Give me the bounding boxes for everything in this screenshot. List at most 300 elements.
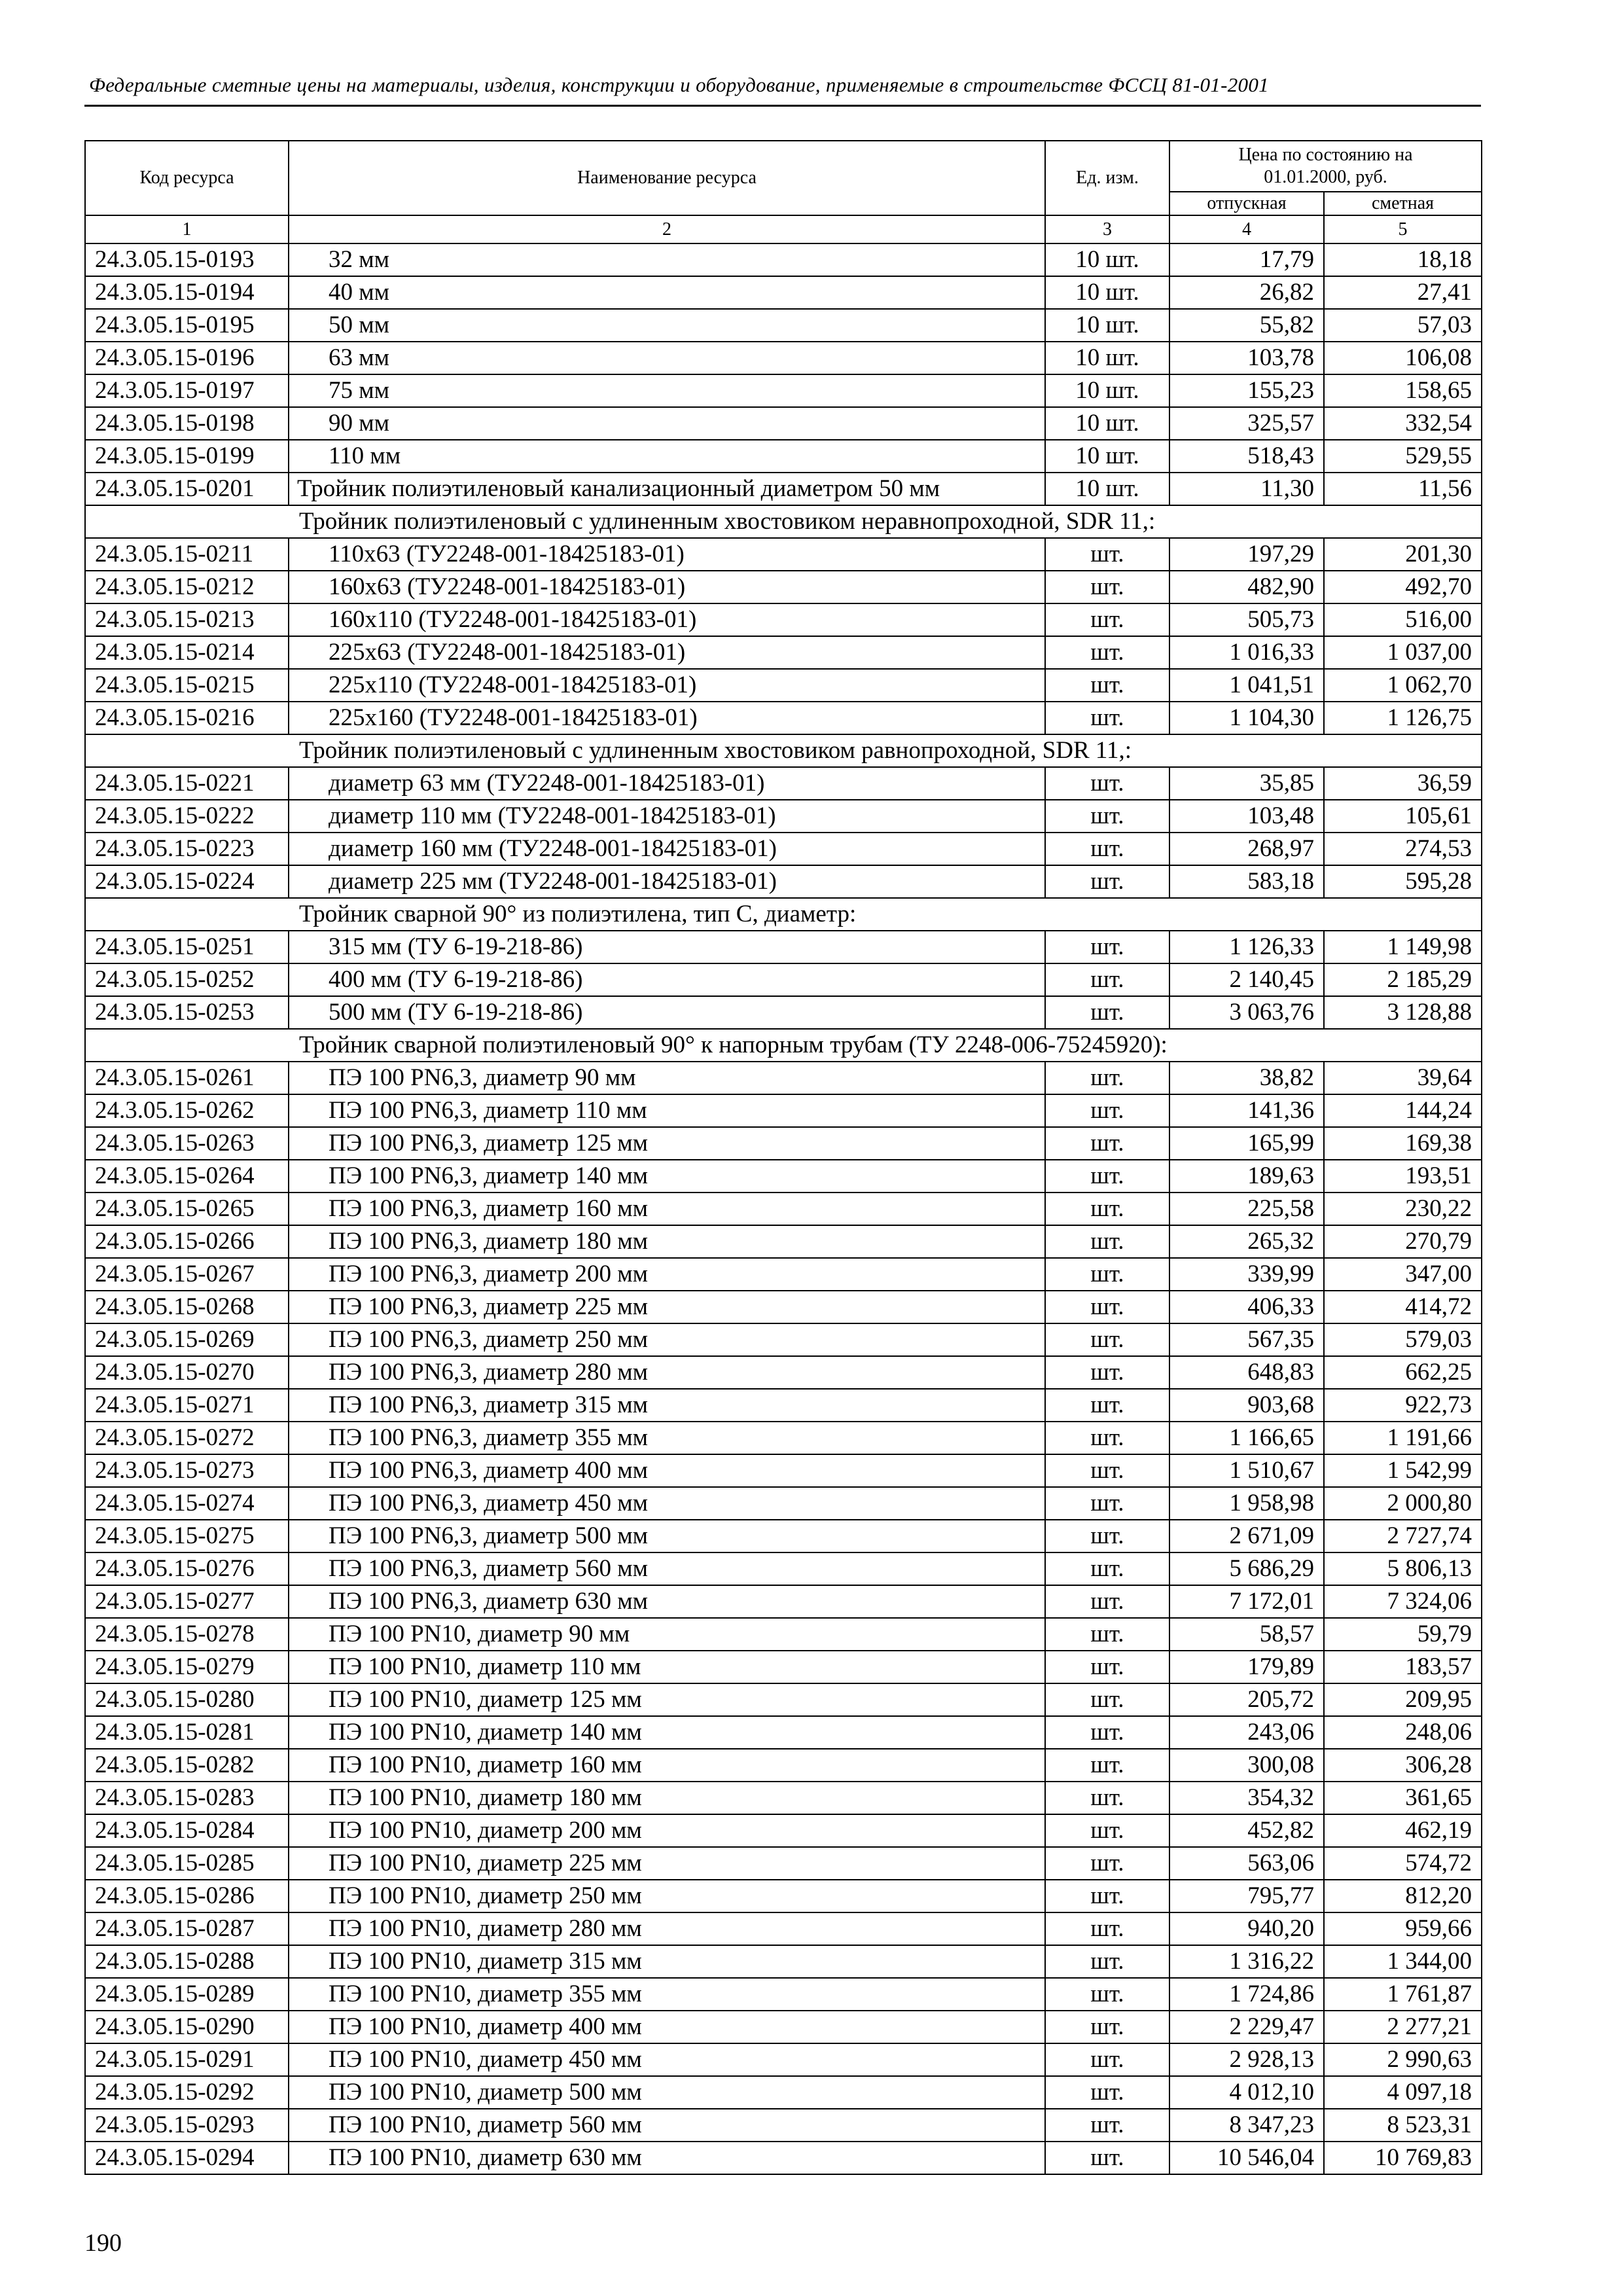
unit: шт. — [1045, 2109, 1169, 2142]
price-estimate: 158,65 — [1324, 374, 1482, 407]
resource-name: ПЭ 100 PN6,3, диаметр 450 мм — [289, 1487, 1045, 1520]
resource-name: ПЭ 100 PN6,3, диаметр 355 мм — [289, 1422, 1045, 1454]
group-header-row — [85, 505, 1482, 538]
resource-code: 24.3.05.15-0291 — [85, 2043, 289, 2076]
resource-code: 24.3.05.15-0289 — [85, 1978, 289, 2011]
table-row — [85, 1127, 1482, 1160]
group-title: Тройник сварной полиэтиленовый 90° к напорным трубам (ТУ 2248-006-75245920): — [85, 1029, 1482, 1062]
price-release: 648,83 — [1169, 1356, 1324, 1389]
resource-name: ПЭ 100 PN6,3, диаметр 90 мм — [289, 1062, 1045, 1094]
price-estimate: 270,79 — [1324, 1225, 1482, 1258]
price-release: 197,29 — [1169, 538, 1324, 571]
price-estimate: 7 324,06 — [1324, 1585, 1482, 1618]
resource-name: 75 мм — [289, 374, 1045, 407]
price-release: 452,82 — [1169, 1814, 1324, 1847]
table-row — [85, 1356, 1482, 1389]
price-estimate: 11,56 — [1324, 473, 1482, 505]
price-release: 1 510,67 — [1169, 1454, 1324, 1487]
resource-name: ПЭ 100 PN6,3, диаметр 400 мм — [289, 1454, 1045, 1487]
price-release: 243,06 — [1169, 1716, 1324, 1749]
resource-name: ПЭ 100 PN10, диаметр 225 мм — [289, 1847, 1045, 1880]
price-release: 17,79 — [1169, 243, 1324, 276]
price-table — [84, 140, 1482, 2175]
price-release: 5 686,29 — [1169, 1552, 1324, 1585]
resource-code: 24.3.05.15-0279 — [85, 1651, 289, 1683]
unit: 10 шт. — [1045, 407, 1169, 440]
price-estimate: 462,19 — [1324, 1814, 1482, 1847]
resource-code: 24.3.05.15-0280 — [85, 1683, 289, 1716]
unit: шт. — [1045, 963, 1169, 996]
resource-code: 24.3.05.15-0290 — [85, 2011, 289, 2043]
price-estimate: 2 185,29 — [1324, 963, 1482, 996]
table-row — [85, 1487, 1482, 1520]
price-release: 354,32 — [1169, 1782, 1324, 1814]
table-row — [85, 996, 1482, 1029]
resource-name: ПЭ 100 PN10, диаметр 160 мм — [289, 1749, 1045, 1782]
unit: 10 шт. — [1045, 243, 1169, 276]
header-unit: Ед. изм. — [1045, 141, 1169, 215]
table-row — [85, 669, 1482, 702]
group-title: Тройник полиэтиленовый с удлиненным хвостовиком равнопроходной, SDR 11,: — [85, 734, 1482, 767]
unit: 10 шт. — [1045, 342, 1169, 374]
unit: шт. — [1045, 2142, 1169, 2174]
table-row — [85, 440, 1482, 473]
resource-code: 24.3.05.15-0215 — [85, 669, 289, 702]
resource-name: ПЭ 100 PN6,3, диаметр 280 мм — [289, 1356, 1045, 1389]
unit: шт. — [1045, 1127, 1169, 1160]
table-row — [85, 636, 1482, 669]
unit: шт. — [1045, 1062, 1169, 1094]
resource-code: 24.3.05.15-0281 — [85, 1716, 289, 1749]
table-row — [85, 276, 1482, 309]
resource-name: ПЭ 100 PN10, диаметр 140 мм — [289, 1716, 1045, 1749]
resource-name: 110 мм — [289, 440, 1045, 473]
unit: шт. — [1045, 1651, 1169, 1683]
resource-code: 24.3.05.15-0282 — [85, 1749, 289, 1782]
table-row — [85, 963, 1482, 996]
group-title: Тройник полиэтиленовый с удлиненным хвостовиком неравнопроходной, SDR 11,: — [85, 505, 1482, 538]
table-row — [85, 1389, 1482, 1422]
price-release: 1 724,86 — [1169, 1978, 1324, 2011]
price-estimate: 1 149,98 — [1324, 931, 1482, 963]
price-estimate: 1 191,66 — [1324, 1422, 1482, 1454]
unit: шт. — [1045, 1978, 1169, 2011]
unit: шт. — [1045, 1160, 1169, 1193]
unit: шт. — [1045, 1683, 1169, 1716]
unit: шт. — [1045, 767, 1169, 800]
table-row — [85, 1454, 1482, 1487]
table-row — [85, 2109, 1482, 2142]
resource-name: 225х110 (ТУ2248-001-18425183-01) — [289, 669, 1045, 702]
resource-name: 160х110 (ТУ2248-001-18425183-01) — [289, 603, 1045, 636]
unit: шт. — [1045, 1749, 1169, 1782]
unit: шт. — [1045, 603, 1169, 636]
price-release: 1 016,33 — [1169, 636, 1324, 669]
table-row — [85, 1978, 1482, 2011]
resource-name: ПЭ 100 PN10, диаметр 280 мм — [289, 1912, 1045, 1945]
resource-name: ПЭ 100 PN6,3, диаметр 180 мм — [289, 1225, 1045, 1258]
unit: шт. — [1045, 636, 1169, 669]
resource-code: 24.3.05.15-0275 — [85, 1520, 289, 1552]
table-row — [85, 1683, 1482, 1716]
unit: шт. — [1045, 1552, 1169, 1585]
resource-code: 24.3.05.15-0261 — [85, 1062, 289, 1094]
table-row — [85, 702, 1482, 734]
table-row — [85, 1847, 1482, 1880]
resource-code: 24.3.05.15-0268 — [85, 1291, 289, 1323]
table-row — [85, 2142, 1482, 2174]
group-header-row — [85, 734, 1482, 767]
table-row — [85, 374, 1482, 407]
table-row — [85, 243, 1482, 276]
resource-name: ПЭ 100 PN6,3, диаметр 200 мм — [289, 1258, 1045, 1291]
price-release: 3 063,76 — [1169, 996, 1324, 1029]
price-estimate: 18,18 — [1324, 243, 1482, 276]
unit: шт. — [1045, 1618, 1169, 1651]
resource-code: 24.3.05.15-0266 — [85, 1225, 289, 1258]
resource-name: ПЭ 100 PN10, диаметр 250 мм — [289, 1880, 1045, 1912]
price-release: 2 140,45 — [1169, 963, 1324, 996]
price-release: 518,43 — [1169, 440, 1324, 473]
price-estimate: 2 990,63 — [1324, 2043, 1482, 2076]
resource-code: 24.3.05.15-0270 — [85, 1356, 289, 1389]
resource-name: диаметр 63 мм (ТУ2248-001-18425183-01) — [289, 767, 1045, 800]
resource-code: 24.3.05.15-0214 — [85, 636, 289, 669]
price-estimate: 2 000,80 — [1324, 1487, 1482, 1520]
resource-code: 24.3.05.15-0285 — [85, 1847, 289, 1880]
price-release: 7 172,01 — [1169, 1585, 1324, 1618]
table-row — [85, 603, 1482, 636]
unit: 10 шт. — [1045, 309, 1169, 342]
price-release: 225,58 — [1169, 1193, 1324, 1225]
unit: 10 шт. — [1045, 276, 1169, 309]
table-row — [85, 538, 1482, 571]
header-price-release: отпускная — [1169, 192, 1324, 215]
resource-code: 24.3.05.15-0292 — [85, 2076, 289, 2109]
page-number: 190 — [84, 2229, 122, 2257]
resource-code: 24.3.05.15-0253 — [85, 996, 289, 1029]
price-estimate: 8 523,31 — [1324, 2109, 1482, 2142]
resource-name: ПЭ 100 PN6,3, диаметр 630 мм — [289, 1585, 1045, 1618]
price-release: 10 546,04 — [1169, 2142, 1324, 2174]
price-release: 4 012,10 — [1169, 2076, 1324, 2109]
price-release: 1 041,51 — [1169, 669, 1324, 702]
resource-code: 24.3.05.15-0294 — [85, 2142, 289, 2174]
resource-name: ПЭ 100 PN10, диаметр 180 мм — [289, 1782, 1045, 1814]
unit: шт. — [1045, 669, 1169, 702]
price-release: 2 928,13 — [1169, 2043, 1324, 2076]
price-release: 795,77 — [1169, 1880, 1324, 1912]
resource-code: 24.3.05.15-0216 — [85, 702, 289, 734]
unit: шт. — [1045, 2043, 1169, 2076]
unit: шт. — [1045, 1716, 1169, 1749]
resource-name: ПЭ 100 PN10, диаметр 200 мм — [289, 1814, 1045, 1847]
unit: шт. — [1045, 2011, 1169, 2043]
resource-code: 24.3.05.15-0265 — [85, 1193, 289, 1225]
price-release: 505,73 — [1169, 603, 1324, 636]
price-estimate: 248,06 — [1324, 1716, 1482, 1749]
price-estimate: 3 128,88 — [1324, 996, 1482, 1029]
price-estimate: 105,61 — [1324, 800, 1482, 833]
table-row — [85, 1520, 1482, 1552]
table-row — [85, 1258, 1482, 1291]
resource-code: 24.3.05.15-0212 — [85, 571, 289, 603]
table-row — [85, 767, 1482, 800]
column-number: 2 — [289, 215, 1045, 243]
table-row — [85, 342, 1482, 374]
price-release: 563,06 — [1169, 1847, 1324, 1880]
price-release: 58,57 — [1169, 1618, 1324, 1651]
resource-code: 24.3.05.15-0277 — [85, 1585, 289, 1618]
resource-code: 24.3.05.15-0199 — [85, 440, 289, 473]
table-row — [85, 1880, 1482, 1912]
table-row — [85, 1912, 1482, 1945]
resource-code: 24.3.05.15-0271 — [85, 1389, 289, 1422]
price-estimate: 492,70 — [1324, 571, 1482, 603]
resource-code: 24.3.05.15-0262 — [85, 1094, 289, 1127]
price-release: 1 104,30 — [1169, 702, 1324, 734]
table-row — [85, 1651, 1482, 1683]
price-estimate: 36,59 — [1324, 767, 1482, 800]
price-estimate: 332,54 — [1324, 407, 1482, 440]
price-release: 155,23 — [1169, 374, 1324, 407]
unit: шт. — [1045, 1454, 1169, 1487]
price-release: 1 126,33 — [1169, 931, 1324, 963]
unit: шт. — [1045, 1422, 1169, 1454]
unit: шт. — [1045, 571, 1169, 603]
resource-name: 315 мм (ТУ 6-19-218-86) — [289, 931, 1045, 963]
unit: шт. — [1045, 996, 1169, 1029]
price-release: 141,36 — [1169, 1094, 1324, 1127]
price-estimate: 201,30 — [1324, 538, 1482, 571]
column-number: 3 — [1045, 215, 1169, 243]
price-estimate: 516,00 — [1324, 603, 1482, 636]
resource-code: 24.3.05.15-0201 — [85, 473, 289, 505]
price-estimate: 4 097,18 — [1324, 2076, 1482, 2109]
price-estimate: 193,51 — [1324, 1160, 1482, 1193]
unit: шт. — [1045, 702, 1169, 734]
resource-name: ПЭ 100 PN10, диаметр 450 мм — [289, 2043, 1045, 2076]
resource-name: 160х63 (ТУ2248-001-18425183-01) — [289, 571, 1045, 603]
unit: шт. — [1045, 1291, 1169, 1323]
resource-code: 24.3.05.15-0264 — [85, 1160, 289, 1193]
resource-name: 32 мм — [289, 243, 1045, 276]
resource-name: 110х63 (ТУ2248-001-18425183-01) — [289, 538, 1045, 571]
resource-name: ПЭ 100 PN6,3, диаметр 500 мм — [289, 1520, 1045, 1552]
table-row — [85, 931, 1482, 963]
unit: 10 шт. — [1045, 374, 1169, 407]
resource-name: ПЭ 100 PN10, диаметр 560 мм — [289, 2109, 1045, 2142]
resource-code: 24.3.05.15-0193 — [85, 243, 289, 276]
running-header: Федеральные сметные цены на материалы, изделия, конструкции и оборудование, применяемые в строительстве ФССЦ 81-01-2001 — [89, 73, 1269, 96]
table-row — [85, 2076, 1482, 2109]
resource-name: ПЭ 100 PN6,3, диаметр 250 мм — [289, 1323, 1045, 1356]
resource-name: 63 мм — [289, 342, 1045, 374]
price-release: 55,82 — [1169, 309, 1324, 342]
unit: шт. — [1045, 2076, 1169, 2109]
price-release: 11,30 — [1169, 473, 1324, 505]
resource-code: 24.3.05.15-0286 — [85, 1880, 289, 1912]
resource-code: 24.3.05.15-0194 — [85, 276, 289, 309]
table-row — [85, 2011, 1482, 2043]
resource-name: Тройник полиэтиленовый канализационный диаметром 50 мм — [289, 473, 1045, 505]
price-estimate: 1 542,99 — [1324, 1454, 1482, 1487]
group-title: Тройник сварной 90° из полиэтилена, тип С, диаметр: — [85, 898, 1482, 931]
resource-code: 24.3.05.15-0195 — [85, 309, 289, 342]
table-row — [85, 1945, 1482, 1978]
group-header-row — [85, 898, 1482, 931]
resource-name: 90 мм — [289, 407, 1045, 440]
price-estimate: 959,66 — [1324, 1912, 1482, 1945]
price-release: 1 958,98 — [1169, 1487, 1324, 1520]
price-release: 26,82 — [1169, 276, 1324, 309]
column-number: 1 — [85, 215, 289, 243]
table-row — [85, 1193, 1482, 1225]
price-estimate: 59,79 — [1324, 1618, 1482, 1651]
resource-name: 400 мм (ТУ 6-19-218-86) — [289, 963, 1045, 996]
price-estimate: 1 344,00 — [1324, 1945, 1482, 1978]
resource-name: ПЭ 100 PN10, диаметр 90 мм — [289, 1618, 1045, 1651]
resource-code: 24.3.05.15-0224 — [85, 865, 289, 898]
price-release: 8 347,23 — [1169, 2109, 1324, 2142]
price-estimate: 57,03 — [1324, 309, 1482, 342]
table-row — [85, 1323, 1482, 1356]
price-estimate: 230,22 — [1324, 1193, 1482, 1225]
price-release: 300,08 — [1169, 1749, 1324, 1782]
table-row — [85, 407, 1482, 440]
unit: шт. — [1045, 1520, 1169, 1552]
unit: шт. — [1045, 1356, 1169, 1389]
resource-name: ПЭ 100 PN6,3, диаметр 315 мм — [289, 1389, 1045, 1422]
unit: шт. — [1045, 1585, 1169, 1618]
unit: 10 шт. — [1045, 473, 1169, 505]
resource-name: ПЭ 100 PN6,3, диаметр 560 мм — [289, 1552, 1045, 1585]
resource-name: 50 мм — [289, 309, 1045, 342]
resource-code: 24.3.05.15-0263 — [85, 1127, 289, 1160]
table-row — [85, 1062, 1482, 1094]
column-number: 4 — [1169, 215, 1324, 243]
price-release: 103,78 — [1169, 342, 1324, 374]
table-body — [85, 243, 1482, 2174]
resource-name: ПЭ 100 PN6,3, диаметр 225 мм — [289, 1291, 1045, 1323]
price-release: 38,82 — [1169, 1062, 1324, 1094]
resource-code: 24.3.05.15-0288 — [85, 1945, 289, 1978]
price-estimate: 144,24 — [1324, 1094, 1482, 1127]
price-estimate: 39,64 — [1324, 1062, 1482, 1094]
unit: шт. — [1045, 1912, 1169, 1945]
price-release: 165,99 — [1169, 1127, 1324, 1160]
price-estimate: 361,65 — [1324, 1782, 1482, 1814]
price-estimate: 347,00 — [1324, 1258, 1482, 1291]
resource-name: ПЭ 100 PN6,3, диаметр 125 мм — [289, 1127, 1045, 1160]
resource-name: ПЭ 100 PN10, диаметр 125 мм — [289, 1683, 1045, 1716]
header-code: Код ресурса — [85, 141, 289, 215]
unit: шт. — [1045, 865, 1169, 898]
resource-name: диаметр 160 мм (ТУ2248-001-18425183-01) — [289, 833, 1045, 865]
unit: шт. — [1045, 1258, 1169, 1291]
price-release: 2 671,09 — [1169, 1520, 1324, 1552]
resource-name: 500 мм (ТУ 6-19-218-86) — [289, 996, 1045, 1029]
price-estimate: 1 037,00 — [1324, 636, 1482, 669]
price-estimate: 922,73 — [1324, 1389, 1482, 1422]
price-release: 35,85 — [1169, 767, 1324, 800]
unit: шт. — [1045, 1782, 1169, 1814]
price-estimate: 529,55 — [1324, 440, 1482, 473]
price-estimate: 2 727,74 — [1324, 1520, 1482, 1552]
price-release: 940,20 — [1169, 1912, 1324, 1945]
unit: шт. — [1045, 1193, 1169, 1225]
price-release: 1 166,65 — [1169, 1422, 1324, 1454]
resource-code: 24.3.05.15-0198 — [85, 407, 289, 440]
table-row — [85, 1782, 1482, 1814]
price-estimate: 2 277,21 — [1324, 2011, 1482, 2043]
unit: шт. — [1045, 1389, 1169, 1422]
price-release: 482,90 — [1169, 571, 1324, 603]
price-estimate: 1 761,87 — [1324, 1978, 1482, 2011]
table-row — [85, 1225, 1482, 1258]
price-release: 325,57 — [1169, 407, 1324, 440]
unit: шт. — [1045, 1847, 1169, 1880]
resource-code: 24.3.05.15-0269 — [85, 1323, 289, 1356]
price-estimate: 10 769,83 — [1324, 2142, 1482, 2174]
price-release: 583,18 — [1169, 865, 1324, 898]
table-row — [85, 571, 1482, 603]
resource-code: 24.3.05.15-0196 — [85, 342, 289, 374]
unit: шт. — [1045, 931, 1169, 963]
unit: шт. — [1045, 800, 1169, 833]
price-estimate: 106,08 — [1324, 342, 1482, 374]
price-estimate: 579,03 — [1324, 1323, 1482, 1356]
unit: шт. — [1045, 538, 1169, 571]
resource-code: 24.3.05.15-0222 — [85, 800, 289, 833]
resource-code: 24.3.05.15-0278 — [85, 1618, 289, 1651]
table-row — [85, 1749, 1482, 1782]
header-price-estimate: сметная — [1324, 192, 1482, 215]
table-row — [85, 833, 1482, 865]
price-release: 179,89 — [1169, 1651, 1324, 1683]
price-release: 1 316,22 — [1169, 1945, 1324, 1978]
resource-code: 24.3.05.15-0221 — [85, 767, 289, 800]
price-release: 339,99 — [1169, 1258, 1324, 1291]
price-estimate: 414,72 — [1324, 1291, 1482, 1323]
table-row — [85, 1552, 1482, 1585]
resource-name: ПЭ 100 PN6,3, диаметр 160 мм — [289, 1193, 1045, 1225]
unit: шт. — [1045, 1094, 1169, 1127]
resource-code: 24.3.05.15-0287 — [85, 1912, 289, 1945]
column-number: 5 — [1324, 215, 1482, 243]
resource-code: 24.3.05.15-0223 — [85, 833, 289, 865]
price-release: 567,35 — [1169, 1323, 1324, 1356]
resource-name: ПЭ 100 PN10, диаметр 355 мм — [289, 1978, 1045, 2011]
price-estimate: 306,28 — [1324, 1749, 1482, 1782]
resource-code: 24.3.05.15-0272 — [85, 1422, 289, 1454]
resource-name: диаметр 225 мм (ТУ2248-001-18425183-01) — [289, 865, 1045, 898]
resource-code: 24.3.05.15-0273 — [85, 1454, 289, 1487]
unit: 10 шт. — [1045, 440, 1169, 473]
resource-code: 24.3.05.15-0283 — [85, 1782, 289, 1814]
price-release: 268,97 — [1169, 833, 1324, 865]
resource-code: 24.3.05.15-0252 — [85, 963, 289, 996]
price-estimate: 27,41 — [1324, 276, 1482, 309]
resource-code: 24.3.05.15-0211 — [85, 538, 289, 571]
price-estimate: 812,20 — [1324, 1880, 1482, 1912]
table-row — [85, 1422, 1482, 1454]
price-estimate: 595,28 — [1324, 865, 1482, 898]
unit: шт. — [1045, 1814, 1169, 1847]
resource-name: ПЭ 100 PN6,3, диаметр 140 мм — [289, 1160, 1045, 1193]
resource-name: ПЭ 100 PN10, диаметр 110 мм — [289, 1651, 1045, 1683]
price-estimate: 209,95 — [1324, 1683, 1482, 1716]
